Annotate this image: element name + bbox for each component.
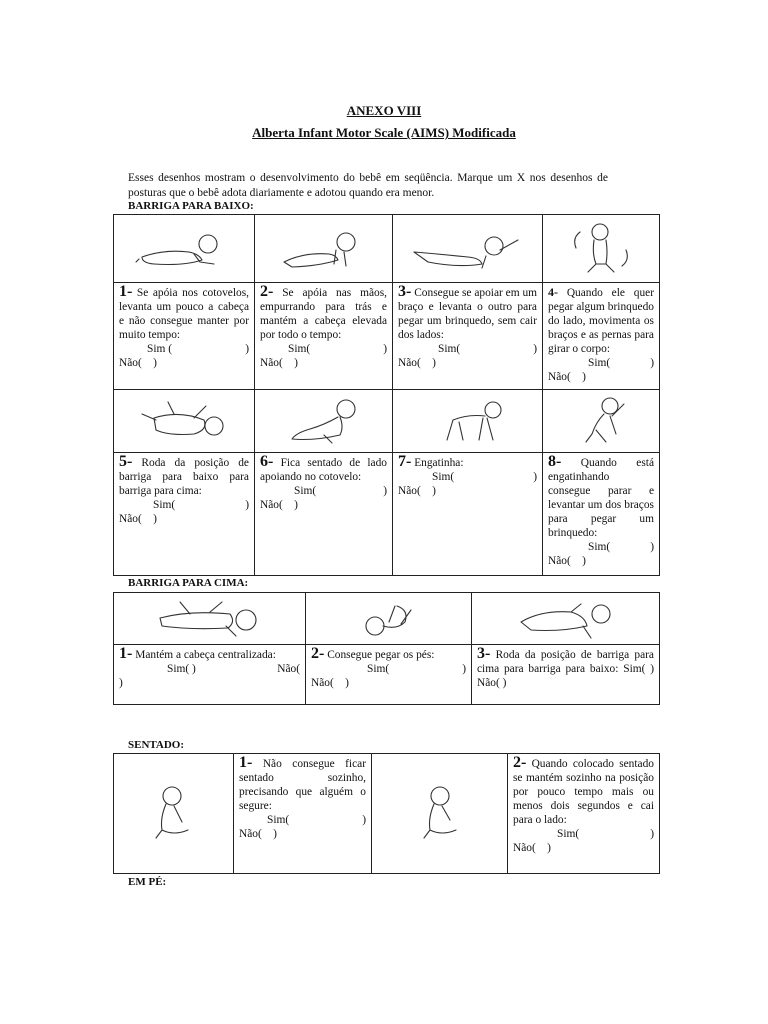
- supine-drawing-3[interactable]: [472, 593, 660, 645]
- supine-drawing-1[interactable]: [114, 593, 306, 645]
- prone-item-6: 6- Fica sentado de lado apoiando no cotovelo: Sim( ) Não( ): [255, 453, 393, 576]
- baby-side-sit-icon: [274, 395, 374, 447]
- sitting-1-nao[interactable]: Não(: [239, 828, 262, 840]
- prone-2-nao[interactable]: Não(: [260, 357, 283, 369]
- sitting-1-sim[interactable]: Sim(: [267, 814, 290, 826]
- prone-drawing-1[interactable]: [114, 215, 255, 283]
- prone-table: [113, 214, 660, 576]
- sitting-item-2: 2- Quando colocado sentado se mantém sozinho na posição por pouco tempo mais ou menos dois segundos e cai para o lado: Sim( ) Não( ): [508, 754, 660, 874]
- prone-1-nao[interactable]: Não(: [119, 357, 142, 369]
- baby-crawl-icon: [423, 396, 513, 446]
- sitting-2-nao[interactable]: Não(: [513, 842, 536, 854]
- supine-3-nao[interactable]: Não( ): [477, 677, 507, 689]
- section-prone-title: BARRIGA PARA BAIXO:: [128, 200, 254, 212]
- supine-2-nao[interactable]: Não(: [311, 677, 334, 689]
- baby-prone-hands-icon: [274, 224, 374, 274]
- prone-3-sim[interactable]: Sim(: [438, 343, 461, 355]
- prone-item-1: 1- Se apóia nos cotovelos, levanta um pouco a cabeça e não consegue manter por muito tempo: Sim ( ) Não( ): [114, 283, 255, 390]
- prone-drawing-2[interactable]: [255, 215, 393, 283]
- supine-1-nao[interactable]: Não(: [277, 663, 300, 675]
- prone-4-nao[interactable]: Não(: [548, 371, 571, 383]
- baby-roll-to-prone-icon: [511, 596, 621, 642]
- sitting-2-sim[interactable]: Sim(: [557, 828, 580, 840]
- prone-drawing-8[interactable]: [543, 390, 660, 453]
- sitting-table: [113, 753, 660, 874]
- document-title: Alberta Infant Motor Scale (AIMS) Modificada: [252, 125, 516, 140]
- prone-item-7: 7- Engatinha: Sim( ) Não( ): [393, 453, 543, 576]
- prone-6-sim[interactable]: Sim(: [294, 485, 317, 497]
- supine-drawing-2[interactable]: [306, 593, 472, 645]
- sitting-drawing-1[interactable]: [114, 754, 234, 874]
- section-sitting-title: SENTADO:: [128, 739, 185, 751]
- sitting-item-1: 1- Não consegue ficar sentado sozinho, precisando que alguém o segure: Sim( ) Não( ): [234, 754, 372, 874]
- baby-grab-feet-icon: [349, 596, 429, 642]
- section-standing-title: EM PÉ:: [128, 876, 167, 888]
- prone-5-sim[interactable]: Sim(: [153, 499, 176, 511]
- prone-drawing-7[interactable]: [393, 390, 543, 453]
- section-supine-title: BARRIGA PARA CIMA:: [128, 577, 249, 589]
- intro-text: Esses desenhos mostram o desenvolvimento do bebê em seqüência. Marque um X nos desenhos de posturas que o bebê adota diariamente e adotou quando era menor.: [128, 172, 608, 199]
- prone-item-3: 3- Consegue se apoiar em um braço e levanta o outro para pegar um brinquedo, sem cair dos lados: Sim( ) Não( ): [393, 283, 543, 390]
- supine-item-2: 2- Consegue pegar os pés: Sim( ) Não( ): [306, 645, 472, 705]
- prone-5-nao[interactable]: Não(: [119, 513, 142, 525]
- prone-item-4: 4- Quando ele quer pegar algum brinquedo do lado, movimenta os braços e as pernas para girar o corpo: Sim( ) Não( ): [543, 283, 660, 390]
- baby-reach-kneel-icon: [566, 394, 636, 448]
- prone-7-sim[interactable]: Sim(: [432, 471, 455, 483]
- prone-7-nao[interactable]: Não(: [398, 485, 421, 497]
- supine-3-sim[interactable]: Sim( ): [623, 663, 655, 675]
- prone-drawing-6[interactable]: [255, 390, 393, 453]
- baby-prone-elbows-icon: [134, 224, 234, 274]
- baby-supine-icon: [150, 596, 270, 642]
- supine-item-1: 1- Mantém a cabeça centralizada: Sim( ) Não( ): [114, 645, 306, 705]
- baby-sitting-supported-icon: [144, 782, 204, 846]
- supine-2-sim[interactable]: Sim(: [367, 663, 390, 675]
- baby-sitting-alone-icon: [410, 782, 470, 846]
- baby-pivot-icon: [566, 220, 636, 278]
- prone-drawing-5[interactable]: [114, 390, 255, 453]
- sitting-drawing-2[interactable]: [372, 754, 508, 874]
- prone-item-8: 8- Quando está engatinhando consegue parar e levantar um dos braços para pegar um brinquedo: Sim( ) Não( ): [543, 453, 660, 576]
- prone-item-5: 5- Roda da posição de barriga para baixo para barriga para cima: Sim( ) Não( ): [114, 453, 255, 576]
- baby-prone-reach-icon: [408, 224, 528, 274]
- baby-rolling-icon: [134, 396, 234, 446]
- supine-table: [113, 592, 660, 705]
- prone-8-nao[interactable]: Não(: [548, 555, 571, 567]
- supine-1-sim[interactable]: Sim( ): [167, 663, 196, 675]
- prone-item-2: 2- Se apóia nas mãos, empurrando para trás e mantém a cabeça elevada por todo o tempo: Sim( ) Não( ): [255, 283, 393, 390]
- prone-drawing-3[interactable]: [393, 215, 543, 283]
- prone-1-sim[interactable]: Sim (: [147, 343, 173, 355]
- prone-3-nao[interactable]: Não(: [398, 357, 421, 369]
- annex-title: ANEXO VIII: [346, 103, 422, 118]
- prone-drawing-4[interactable]: [543, 215, 660, 283]
- supine-item-3: 3- Roda da posição de barriga para cima para barriga para baixo: Sim( ) Não( ): [472, 645, 660, 705]
- prone-4-sim[interactable]: Sim(: [588, 357, 611, 369]
- prone-6-nao[interactable]: Não(: [260, 499, 283, 511]
- prone-2-sim[interactable]: Sim(: [288, 343, 311, 355]
- prone-8-sim[interactable]: Sim(: [588, 541, 611, 553]
